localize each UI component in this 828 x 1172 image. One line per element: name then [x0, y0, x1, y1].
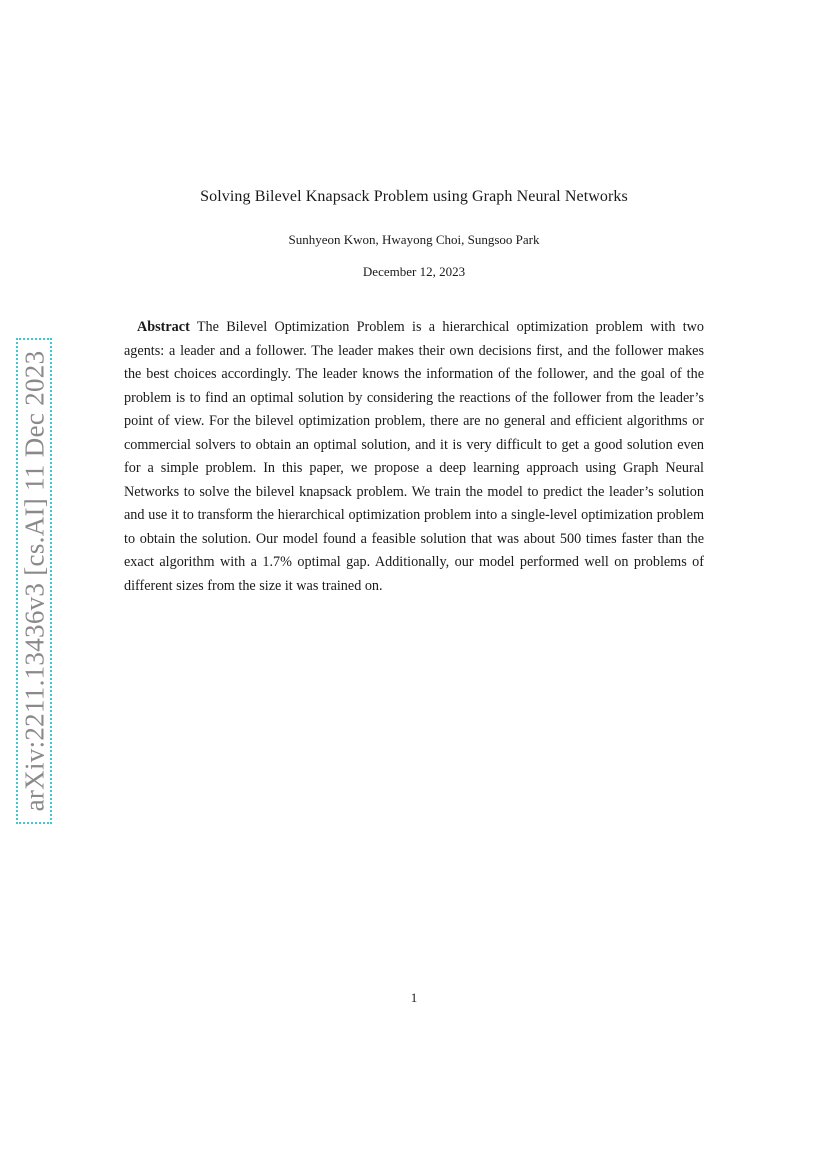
page-number: 1	[410, 990, 418, 1005]
abstract-paragraph	[124, 316, 704, 598]
arxiv-identifier-stamp[interactable]	[16, 338, 54, 826]
paper-authors: Sunhyeon Kwon, Hwayong Choi, Sungsoo Park	[288, 232, 540, 247]
abstract-text: The Bilevel Optimization Problem is a hierarchical optimization problem with two agents: a leader and a follower. The leader makes their own decisions first, and the follower makes the best choices accordingly. The leader knows the information of the follower, and the goal of the problem is to find an optimal solution by considering the reactions of the follower from the leader’s point of view. For the bilevel optimization problem, there are no general and efficient algorithms or commercial solvers to obtain an optimal solution, and it is very difficult to get a good solution even for a simple problem. In this paper, we propose a deep learning approach using Graph Neural Networks to solve the bilevel knapsack problem. We train the model to predict the leader’s solution and use it to transform the hierarchical optimization problem into a single-level optimization problem to obtain the solution. Our model found a feasible solution that was about 500 times faster than the exact algorithm with a 1.7% optimal gap. Additionally, our model performed well on problems of different sizes from the size it was trained on.	[124, 319, 704, 594]
paper-date: December 12, 2023	[362, 264, 466, 279]
arxiv-stamp-text: arXiv:2211.13436v3 [cs.AI] 11 Dec 2023	[19, 350, 50, 812]
paper-title: Solving Bilevel Knapsack Problem using Graph Neural Networks	[200, 188, 628, 205]
abstract-label: Abstract	[137, 319, 190, 335]
